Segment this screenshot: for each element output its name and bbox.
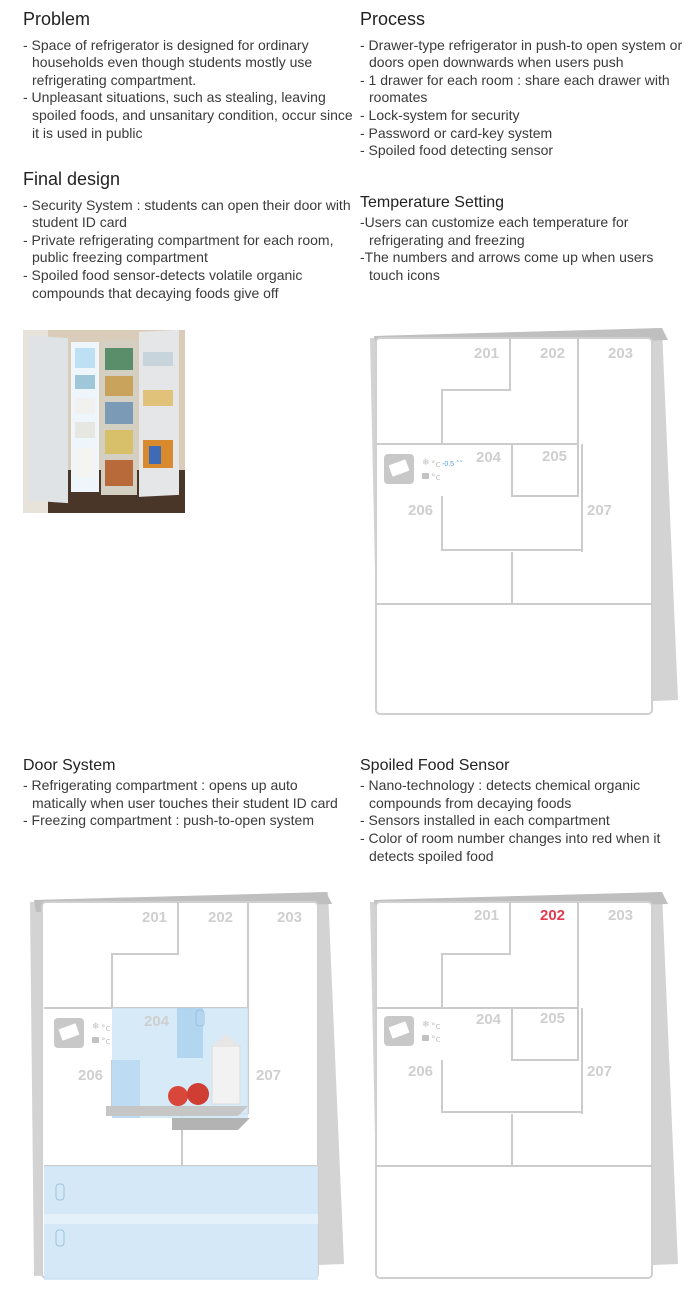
apple — [168, 1086, 188, 1106]
unit-label: °c — [431, 1035, 441, 1045]
list-item: - Security System : students can open their door with student ID card — [23, 196, 351, 231]
spoiled-sensor-section — [360, 756, 695, 865]
door-system-list — [23, 777, 353, 830]
list-item: - Refrigerating compartment : opens up auto matically when user touches their student ID card — [23, 777, 338, 811]
arrow-up-down-icon[interactable]: ˄˅ — [456, 460, 463, 468]
process-list — [360, 37, 695, 160]
room-number-201: 201 — [474, 907, 500, 924]
list-item: - Lock-system for security — [360, 106, 520, 123]
room-number-207: 207 — [587, 1063, 613, 1080]
temperature-list — [360, 214, 690, 284]
door-system-section — [23, 756, 353, 830]
final-design-title: Final design — [23, 169, 121, 189]
room-number-206: 206 — [78, 1067, 104, 1084]
unit-label: °c — [431, 1022, 441, 1032]
room-number-201: 201 — [474, 345, 500, 362]
refrigerator-photo — [23, 330, 185, 513]
list-item: - Spoiled food sensor-detects volatile organic compounds that decaying foods give off — [23, 266, 303, 301]
unit-label: °c — [431, 460, 441, 470]
card-reader-panel[interactable] — [384, 454, 414, 484]
unit-label: °c — [101, 1024, 111, 1034]
card-reader-panel[interactable] — [384, 1016, 414, 1046]
fridge-mode-icon[interactable] — [422, 1035, 429, 1041]
room-number-202: 202 — [540, 345, 566, 362]
room-number-205: 205 — [542, 448, 568, 465]
temperature-value: -0.5 — [442, 461, 455, 468]
room-number-202-spoiled: 202 — [540, 907, 566, 924]
list-item: - Drawer-type refrigerator in push-to open system or doors open downwards when users push — [360, 36, 683, 71]
room-number-205: 205 — [540, 1010, 566, 1027]
list-item: - Private refrigerating compartment for each room, public freezing compartment — [23, 231, 334, 266]
fridge-front — [376, 338, 652, 714]
list-item: - Unpleasant situations, such as stealing, leaving spoiled foods, and unsanitary condition, occur since it is used in public — [23, 89, 353, 141]
list-item: - Freezing compartment : push-to-open system — [23, 812, 315, 829]
snowflake-icon[interactable]: ❄ — [422, 458, 430, 468]
room-number-203: 203 — [277, 909, 303, 926]
unit-label: °c — [101, 1037, 111, 1047]
room-number-207: 207 — [256, 1067, 282, 1084]
room-number-207: 207 — [587, 502, 613, 519]
fridge-mode-icon[interactable] — [422, 473, 429, 479]
final-design-list — [23, 197, 353, 303]
process-title: Process — [360, 9, 426, 29]
fridge-diagram-sensor — [362, 884, 682, 1284]
room-number-203: 203 — [608, 345, 634, 362]
room-number-206: 206 — [408, 502, 434, 519]
problem-title: Problem — [23, 9, 91, 29]
temperature-title: Temperature Setting — [360, 194, 505, 211]
list-item: - Spoiled food detecting sensor — [360, 142, 554, 159]
room-number-206: 206 — [408, 1063, 434, 1080]
list-item: - 1 drawer for each room : share each drawer with roomates — [360, 71, 670, 106]
problem-list — [23, 37, 353, 143]
list-item: -The numbers and arrows come up when users touch icons — [360, 249, 654, 283]
temperature-section — [360, 193, 690, 285]
process-section — [360, 9, 695, 160]
list-item: -Users can customize each temperature for refrigerating and freezing — [360, 214, 629, 248]
card-reader-panel[interactable] — [54, 1018, 84, 1048]
list-item: - Space of refrigerator is designed for ordinary households even though students mostly use refrigerating compartment. — [23, 36, 313, 88]
list-item: - Color of room number changes into red when it detects spoiled food — [360, 829, 661, 864]
spoiled-sensor-title: Spoiled Food Sensor — [360, 757, 510, 774]
fridge-mode-icon[interactable] — [92, 1037, 99, 1043]
room-number-202: 202 — [208, 909, 234, 926]
spoiled-sensor-list — [360, 777, 695, 865]
door-shelf — [106, 1106, 248, 1116]
fridge-front — [376, 902, 652, 1278]
unit-label: °c — [431, 473, 441, 483]
apple — [187, 1083, 209, 1105]
room-number-204: 204 — [476, 449, 502, 466]
snowflake-icon[interactable]: ❄ — [92, 1022, 100, 1032]
room-number-203: 203 — [608, 907, 634, 924]
room-number-204: 204 — [476, 1011, 502, 1028]
fridge-diagram-door — [22, 884, 346, 1284]
room-number-204: 204 — [144, 1013, 170, 1030]
door-system-title: Door System — [23, 757, 116, 774]
fridge-diagram-temperature — [362, 320, 682, 720]
list-item: - Nano-technology : detects chemical organic compounds from decaying foods — [360, 777, 641, 811]
milk-carton — [212, 1046, 240, 1104]
room-number-201: 201 — [142, 909, 168, 926]
problem-section — [23, 9, 353, 142]
snowflake-icon[interactable]: ❄ — [422, 1020, 430, 1030]
final-design-section — [23, 169, 353, 302]
list-item: - Sensors installed in each compartment — [360, 812, 610, 829]
list-item: - Password or card-key system — [360, 124, 553, 141]
